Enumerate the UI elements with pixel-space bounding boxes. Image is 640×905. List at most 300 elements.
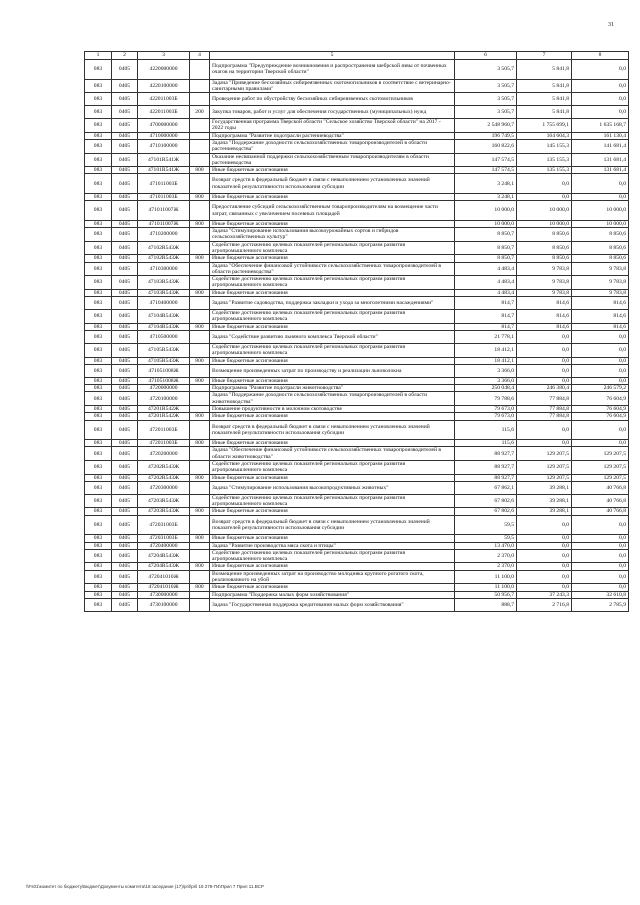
amount-2021-cell: 0,0 <box>517 343 572 357</box>
section-code-cell: 0405 <box>112 494 138 508</box>
expense-type-cell <box>190 598 210 611</box>
amount-2022-cell: 0,0 <box>572 549 629 563</box>
admin-code-cell: 083 <box>85 201 112 221</box>
description-cell: Содействие достижению целевых показателей региональных программ развития агропромышленного комплекса <box>210 494 455 508</box>
amount-2021-cell: 8 850,6 <box>517 241 572 255</box>
target-article-cell: 4720100000 <box>138 392 190 406</box>
target-article-cell: 472041010Ж <box>138 584 190 591</box>
expense-type-cell: 800 <box>190 323 210 330</box>
amount-2021-cell: 0,0 <box>517 377 572 384</box>
amount-2022-cell: 0,0 <box>572 420 629 440</box>
amount-2020-cell: 115,6 <box>455 420 517 440</box>
amount-2021-cell: 9 783,8 <box>517 262 572 276</box>
admin-code-cell: 083 <box>85 542 112 549</box>
description-cell: Иные бюджетные ассигнования <box>210 323 455 330</box>
expense-type-cell <box>190 60 210 80</box>
description-cell: Возврат средств в федеральный бюджет в связи с невыполнением установленных значений показателей результативности использования субсидии <box>210 515 455 535</box>
admin-code-cell: 083 <box>85 357 112 364</box>
amount-2020-cell: 79 673,0 <box>455 406 517 413</box>
amount-2021-cell: 129 207,5 <box>517 474 572 481</box>
expense-type-cell <box>190 310 210 324</box>
section-code-cell: 0405 <box>112 79 138 93</box>
amount-2020-cell: 8 850,7 <box>455 228 517 242</box>
description-cell: Содействие достижению целевых показателей региональных программ развития агропромышленного комплекса <box>210 310 455 324</box>
section-code-cell: 0405 <box>112 377 138 384</box>
description-cell: Иные бюджетные ассигнования <box>210 255 455 262</box>
target-article-cell: 422011003Б <box>138 93 190 106</box>
amount-2021-cell: 0,0 <box>517 542 572 549</box>
amount-2021-cell: 135 155,3 <box>517 153 572 167</box>
section-code-cell: 0405 <box>112 535 138 542</box>
admin-code-cell: 083 <box>85 481 112 494</box>
amount-2021-cell: 10 000,0 <box>517 201 572 221</box>
expense-type-cell <box>190 228 210 242</box>
section-code-cell: 0405 <box>112 413 138 420</box>
target-article-cell: 47204R543Ж <box>138 563 190 570</box>
section-code-cell: 0405 <box>112 406 138 413</box>
table-row <box>85 201 629 221</box>
amount-2021-cell: 39 288,1 <box>517 508 572 515</box>
description-cell: Иные бюджетные ассигнования <box>210 474 455 481</box>
expense-type-cell: 800 <box>190 220 210 227</box>
expense-type-cell <box>190 385 210 392</box>
table-row <box>85 515 629 535</box>
description-cell: Подпрограмма "Предупреждение возникновения и распространения шебрской язвы от почвенных очагов на территории Тверской области" <box>210 60 455 80</box>
target-article-cell: 47103R543Ж <box>138 289 190 296</box>
amount-2020-cell: 59,5 <box>455 535 517 542</box>
amount-2020-cell: 250 048,4 <box>455 385 517 392</box>
amount-2021-cell: 0,0 <box>517 357 572 364</box>
amount-2021-cell: 39 288,1 <box>517 481 572 494</box>
amount-2022-cell: 8 850,6 <box>572 228 629 242</box>
table-row <box>85 289 629 296</box>
section-code-cell: 0405 <box>112 228 138 242</box>
amount-2021-cell: 814,6 <box>517 310 572 324</box>
amount-2022-cell: 0,0 <box>572 515 629 535</box>
target-article-cell: 472011003Б <box>138 440 190 447</box>
amount-2020-cell: 3 366,0 <box>455 377 517 384</box>
expense-type-cell: 800 <box>190 255 210 262</box>
admin-code-cell: 083 <box>85 364 112 377</box>
section-code-cell: 0405 <box>112 460 138 474</box>
table-row <box>85 392 629 406</box>
amount-2021-cell: 9 783,8 <box>517 276 572 290</box>
amount-2021-cell: 164 604,3 <box>517 132 572 139</box>
amount-2022-cell: 0,0 <box>572 542 629 549</box>
description-cell: Возмещение произведенных затрат по производству и реализации льноволокна <box>210 364 455 377</box>
admin-code-cell: 083 <box>85 132 112 139</box>
admin-code-cell: 083 <box>85 139 112 153</box>
expense-type-cell <box>190 406 210 413</box>
amount-2020-cell: 3 505,7 <box>455 60 517 80</box>
section-code-cell: 0405 <box>112 364 138 377</box>
section-code-cell: 0405 <box>112 139 138 153</box>
section-code-cell: 0405 <box>112 276 138 290</box>
description-cell: Иные бюджетные ассигнования <box>210 193 455 200</box>
section-code-cell: 0405 <box>112 289 138 296</box>
table-row <box>85 297 629 310</box>
admin-code-cell: 083 <box>85 440 112 447</box>
description-cell: Задача "Обеспечение финансовой устойчивости сельскохозяйственных товаропроизводителей в области животноводства" <box>210 447 455 461</box>
amount-2022-cell: 0,0 <box>572 535 629 542</box>
table-row <box>85 584 629 591</box>
section-code-cell: 0405 <box>112 119 138 133</box>
table-row <box>85 406 629 413</box>
table-row <box>85 535 629 542</box>
expense-type-cell: 800 <box>190 474 210 481</box>
expense-type-cell <box>190 420 210 440</box>
description-cell: Подпрограмма "Развитие подотрасли растениеводства" <box>210 132 455 139</box>
amount-2020-cell: 3 505,7 <box>455 106 517 119</box>
expense-type-cell <box>190 570 210 584</box>
expense-type-cell <box>190 139 210 153</box>
amount-2021-cell: 8 850,6 <box>517 228 572 242</box>
amount-2020-cell: 79 673,0 <box>455 413 517 420</box>
amount-2020-cell: 814,7 <box>455 297 517 310</box>
amount-2022-cell: 40 766,8 <box>572 494 629 508</box>
amount-2022-cell: 40 766,8 <box>572 481 629 494</box>
table-row <box>85 60 629 80</box>
column-header: 8 <box>572 52 629 60</box>
admin-code-cell: 083 <box>85 330 112 343</box>
amount-2021-cell: 129 207,5 <box>517 447 572 461</box>
expense-type-cell <box>190 93 210 106</box>
admin-code-cell: 083 <box>85 377 112 384</box>
target-article-cell: 47101R541Ж <box>138 167 190 174</box>
amount-2021-cell: 39 288,1 <box>517 494 572 508</box>
amount-2022-cell: 8 850,6 <box>572 241 629 255</box>
expense-type-cell: 200 <box>190 106 210 119</box>
target-article-cell: 47105R543Ж <box>138 343 190 357</box>
column-header: 7 <box>517 52 572 60</box>
amount-2020-cell: 3 505,7 <box>455 93 517 106</box>
amount-2021-cell: 0,0 <box>517 570 572 584</box>
admin-code-cell: 083 <box>85 106 112 119</box>
amount-2021-cell: 0,0 <box>517 174 572 194</box>
amount-2020-cell: 10 000,0 <box>455 220 517 227</box>
amount-2021-cell: 0,0 <box>517 330 572 343</box>
admin-code-cell: 083 <box>85 193 112 200</box>
admin-code-cell: 083 <box>85 515 112 535</box>
expense-type-cell: 800 <box>190 289 210 296</box>
amount-2020-cell: 814,7 <box>455 323 517 330</box>
amount-2020-cell: 59,5 <box>455 515 517 535</box>
table-row <box>85 413 629 420</box>
target-article-cell: 47103R543Ж <box>138 276 190 290</box>
amount-2022-cell: 0,0 <box>572 563 629 570</box>
amount-2022-cell: 9 783,8 <box>572 262 629 276</box>
description-cell: Задача "Развитие садоводства, поддержка закладки и ухода за многолетними насаждениями" <box>210 297 455 310</box>
description-cell: Иные бюджетные ассигнования <box>210 167 455 174</box>
table-row <box>85 132 629 139</box>
amount-2020-cell: 3 366,0 <box>455 364 517 377</box>
description-cell: Содействие достижению целевых показателей региональных программ развития агропромышленного комплекса <box>210 276 455 290</box>
expense-type-cell <box>190 201 210 221</box>
amount-2022-cell: 1 635 168,7 <box>572 119 629 133</box>
amount-2022-cell: 814,6 <box>572 310 629 324</box>
target-article-cell: 47104R543Ж <box>138 323 190 330</box>
amount-2022-cell: 9 783,8 <box>572 276 629 290</box>
description-cell: Задача "Содействие развитию льняного комплекса Тверской области" <box>210 330 455 343</box>
amount-2022-cell: 2 785,9 <box>572 598 629 611</box>
amount-2021-cell: 129 207,5 <box>517 460 572 474</box>
amount-2022-cell: 0,0 <box>572 570 629 584</box>
target-article-cell: 472031003Б <box>138 535 190 542</box>
description-cell: Иные бюджетные ассигнования <box>210 440 455 447</box>
amount-2021-cell: 0,0 <box>517 563 572 570</box>
amount-2021-cell: 0,0 <box>517 364 572 377</box>
section-code-cell: 0405 <box>112 343 138 357</box>
admin-code-cell: 083 <box>85 570 112 584</box>
expense-type-cell: 800 <box>190 377 210 384</box>
description-cell: Содействие достижению целевых показателей региональных программ развития агропромышленного комплекса <box>210 460 455 474</box>
amount-2021-cell: 77 884,8 <box>517 406 572 413</box>
table-row <box>85 220 629 227</box>
target-article-cell: 47204R543Ж <box>138 549 190 563</box>
table-row <box>85 494 629 508</box>
description-cell: Содействие достижению целевых показателей региональных программ развития агропромышленного комплекса <box>210 549 455 563</box>
amount-2020-cell: 8 850,7 <box>455 241 517 255</box>
amount-2022-cell: 0,0 <box>572 377 629 384</box>
amount-2021-cell: 0,0 <box>517 193 572 200</box>
page-number: 31 <box>608 22 614 28</box>
description-cell: Задача "Поддержание доходности сельскохозяйственных товаропроизводителей в области растениеводства" <box>210 139 455 153</box>
description-cell: Иные бюджетные ассигнования <box>210 584 455 591</box>
amount-2021-cell: 814,6 <box>517 323 572 330</box>
table-row <box>85 262 629 276</box>
table-row <box>85 174 629 194</box>
admin-code-cell: 083 <box>85 262 112 276</box>
target-article-cell: 4710400000 <box>138 297 190 310</box>
table-header-row <box>85 52 629 60</box>
target-article-cell: 4220100000 <box>138 79 190 93</box>
amount-2022-cell: 0,0 <box>572 93 629 106</box>
section-code-cell: 0405 <box>112 447 138 461</box>
amount-2020-cell: 88 927,7 <box>455 474 517 481</box>
target-article-cell: 471011003Б <box>138 193 190 200</box>
description-cell: Иные бюджетные ассигнования <box>210 535 455 542</box>
target-article-cell: 4710300000 <box>138 262 190 276</box>
amount-2022-cell: 0,0 <box>572 364 629 377</box>
amount-2020-cell: 3 505,7 <box>455 79 517 93</box>
budget-table <box>84 51 629 612</box>
section-code-cell: 0405 <box>112 262 138 276</box>
section-code-cell: 0405 <box>112 598 138 611</box>
amount-2022-cell: 141 681,4 <box>572 139 629 153</box>
expense-type-cell <box>190 549 210 563</box>
target-article-cell: 471011007Ж <box>138 201 190 221</box>
admin-code-cell: 083 <box>85 563 112 570</box>
amount-2022-cell: 246 579,2 <box>572 385 629 392</box>
amount-2022-cell: 161 130,4 <box>572 132 629 139</box>
table-row <box>85 474 629 481</box>
target-article-cell: 4720000000 <box>138 385 190 392</box>
amount-2021-cell: 5 841,8 <box>517 93 572 106</box>
expense-type-cell <box>190 241 210 255</box>
amount-2021-cell: 246 380,4 <box>517 385 572 392</box>
description-cell: Иные бюджетные ассигнования <box>210 357 455 364</box>
amount-2021-cell: 0,0 <box>517 440 572 447</box>
amount-2022-cell: 10 000,0 <box>572 201 629 221</box>
amount-2021-cell: 5 841,8 <box>517 79 572 93</box>
table-row <box>85 276 629 290</box>
admin-code-cell: 083 <box>85 93 112 106</box>
expense-type-cell <box>190 494 210 508</box>
target-article-cell: 47201R542Ж <box>138 406 190 413</box>
section-code-cell: 0405 <box>112 167 138 174</box>
admin-code-cell: 083 <box>85 241 112 255</box>
admin-code-cell: 083 <box>85 420 112 440</box>
table-row <box>85 119 629 133</box>
expense-type-cell <box>190 174 210 194</box>
section-code-cell: 0405 <box>112 220 138 227</box>
amount-2022-cell: 129 207,5 <box>572 460 629 474</box>
table-row <box>85 563 629 570</box>
table-row <box>85 310 629 324</box>
expense-type-cell: 800 <box>190 357 210 364</box>
target-article-cell: 47202R543Ж <box>138 474 190 481</box>
section-code-cell: 0405 <box>112 591 138 598</box>
description-cell: Возврат средств в федеральный бюджет в связи с невыполнением установленных значений показателей результативности использования субсидии <box>210 174 455 194</box>
section-code-cell: 0405 <box>112 132 138 139</box>
amount-2022-cell: 76 604,9 <box>572 406 629 413</box>
amount-2021-cell: 5 841,8 <box>517 60 572 80</box>
admin-code-cell: 083 <box>85 460 112 474</box>
table-row <box>85 193 629 200</box>
table-row <box>85 508 629 515</box>
amount-2021-cell: 145 155,3 <box>517 139 572 153</box>
expense-type-cell <box>190 262 210 276</box>
admin-code-cell: 083 <box>85 220 112 227</box>
admin-code-cell: 083 <box>85 174 112 194</box>
expense-type-cell: 800 <box>190 413 210 420</box>
amount-2020-cell: 3 248,1 <box>455 193 517 200</box>
amount-2020-cell: 196 749,5 <box>455 132 517 139</box>
amount-2021-cell: 814,6 <box>517 297 572 310</box>
amount-2022-cell: 131 681,4 <box>572 167 629 174</box>
section-code-cell: 0405 <box>112 297 138 310</box>
admin-code-cell: 083 <box>85 385 112 392</box>
admin-code-cell: 083 <box>85 591 112 598</box>
table-row <box>85 481 629 494</box>
amount-2022-cell: 76 604,9 <box>572 413 629 420</box>
amount-2020-cell: 50 956,7 <box>455 591 517 598</box>
amount-2020-cell: 4 483,4 <box>455 289 517 296</box>
amount-2020-cell: 11 100,0 <box>455 584 517 591</box>
section-code-cell: 0405 <box>112 106 138 119</box>
column-header: 4 <box>190 52 210 60</box>
amount-2022-cell: 40 766,8 <box>572 508 629 515</box>
expense-type-cell: 800 <box>190 167 210 174</box>
amount-2021-cell: 135 155,3 <box>517 167 572 174</box>
section-code-cell: 0405 <box>112 385 138 392</box>
target-article-cell: 4710200000 <box>138 228 190 242</box>
admin-code-cell: 083 <box>85 228 112 242</box>
section-code-cell: 0405 <box>112 584 138 591</box>
expense-type-cell <box>190 153 210 167</box>
section-code-cell: 0405 <box>112 508 138 515</box>
section-code-cell: 0405 <box>112 420 138 440</box>
target-article-cell: 4720200000 <box>138 447 190 461</box>
target-article-cell: 472031003Б <box>138 515 190 535</box>
target-article-cell: 422011003Б <box>138 106 190 119</box>
expense-type-cell <box>190 515 210 535</box>
table-row <box>85 598 629 611</box>
expense-type-cell: 800 <box>190 440 210 447</box>
expense-type-cell: 800 <box>190 193 210 200</box>
admin-code-cell: 083 <box>85 79 112 93</box>
expense-type-cell <box>190 591 210 598</box>
section-code-cell: 0405 <box>112 563 138 570</box>
description-cell: Подпрограмма "Поддержка малых форм хозяйствования" <box>210 591 455 598</box>
table-row <box>85 440 629 447</box>
amount-2020-cell: 147 574,5 <box>455 167 517 174</box>
amount-2021-cell: 5 841,8 <box>517 106 572 119</box>
amount-2021-cell: 10 000,0 <box>517 220 572 227</box>
table-row <box>85 323 629 330</box>
section-code-cell: 0405 <box>112 310 138 324</box>
amount-2020-cell: 18 412,1 <box>455 343 517 357</box>
amount-2022-cell: 0,0 <box>572 174 629 194</box>
target-article-cell: 47203R543Ж <box>138 508 190 515</box>
expense-type-cell <box>190 276 210 290</box>
table-row <box>85 228 629 242</box>
amount-2022-cell: 8 850,6 <box>572 255 629 262</box>
amount-2020-cell: 8 850,7 <box>455 255 517 262</box>
section-code-cell: 0405 <box>112 330 138 343</box>
admin-code-cell: 083 <box>85 549 112 563</box>
expense-type-cell: 800 <box>190 584 210 591</box>
amount-2021-cell: 37 243,3 <box>517 591 572 598</box>
section-code-cell: 0405 <box>112 549 138 563</box>
table-row <box>85 330 629 343</box>
target-article-cell: 4730100000 <box>138 598 190 611</box>
amount-2020-cell: 2 370,0 <box>455 549 517 563</box>
admin-code-cell: 083 <box>85 447 112 461</box>
admin-code-cell: 083 <box>85 323 112 330</box>
section-code-cell: 0405 <box>112 60 138 80</box>
target-article-cell: 4710100000 <box>138 139 190 153</box>
amount-2022-cell: 814,6 <box>572 323 629 330</box>
amount-2020-cell: 67 802,6 <box>455 494 517 508</box>
table-row <box>85 447 629 461</box>
target-article-cell: 47102R543Ж <box>138 241 190 255</box>
amount-2020-cell: 11 100,0 <box>455 570 517 584</box>
amount-2020-cell: 888,7 <box>455 598 517 611</box>
admin-code-cell: 083 <box>85 584 112 591</box>
table-row <box>85 542 629 549</box>
description-cell: Подпрограмма "Развитие подотрасли животноводства" <box>210 385 455 392</box>
description-cell: Иные бюджетные ассигнования <box>210 413 455 420</box>
amount-2020-cell: 88 927,7 <box>455 460 517 474</box>
target-article-cell: 47102R543Ж <box>138 255 190 262</box>
amount-2020-cell: 67 802,6 <box>455 508 517 515</box>
expense-type-cell <box>190 447 210 461</box>
description-cell: Задача "Обеспечение финансовой устойчивости сельскохозяйственных товаропроизводителей в области растениеводства" <box>210 262 455 276</box>
table-row <box>85 255 629 262</box>
column-header: 3 <box>138 52 190 60</box>
expense-type-cell <box>190 330 210 343</box>
target-article-cell: 472011003Б <box>138 420 190 440</box>
admin-code-cell: 083 <box>85 297 112 310</box>
amount-2022-cell: 0,0 <box>572 330 629 343</box>
amount-2021-cell: 0,0 <box>517 549 572 563</box>
amount-2021-cell: 2 716,8 <box>517 598 572 611</box>
amount-2022-cell: 131 681,4 <box>572 153 629 167</box>
amount-2021-cell: 0,0 <box>517 515 572 535</box>
amount-2020-cell: 2 548 960,7 <box>455 119 517 133</box>
description-cell: Задача "Стимулирование использования высокопродуктивных животных" <box>210 481 455 494</box>
